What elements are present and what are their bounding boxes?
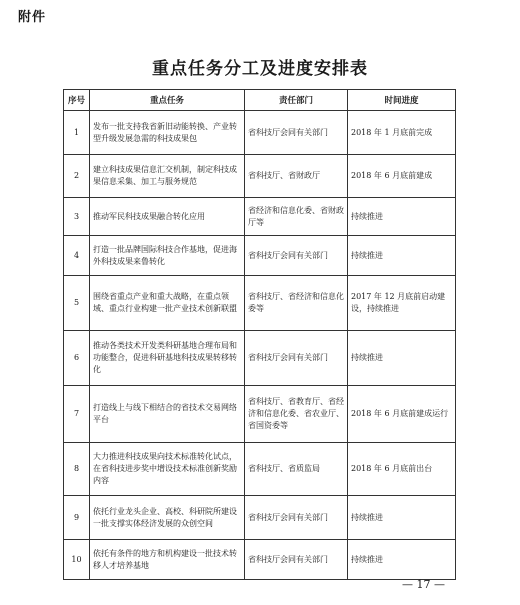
dept-cell: 省科技厅会同有关部门 xyxy=(245,540,348,580)
table-row xyxy=(64,496,456,540)
column-header-dept: 责任部门 xyxy=(245,90,348,111)
schedule-cell: 2018 年 6 月底前出台 xyxy=(348,443,456,496)
table-row xyxy=(64,540,456,580)
dept-cell: 省科技厅会同有关部门 xyxy=(245,111,348,155)
task-cell: 推动各类技术开发类科研基地合理布局和功能整合，促进科研基地科技成果转移转化 xyxy=(90,331,245,386)
dept-cell: 省经济和信息化委、省财政厅等 xyxy=(245,198,348,236)
table-row xyxy=(64,198,456,236)
row-number: 1 xyxy=(64,111,90,155)
row-number: 5 xyxy=(64,276,90,331)
dept-cell: 省科技厅会同有关部门 xyxy=(245,331,348,386)
task-cell: 依托行业龙头企业、高校、科研院所建设一批支撑实体经济发展的众创空间 xyxy=(90,496,245,540)
task-cell: 推动军民科技成果融合转化应用 xyxy=(90,198,245,236)
table-header-row xyxy=(64,90,456,111)
column-header-schedule: 时间进度 xyxy=(348,90,456,111)
task-cell: 打造线上与线下相结合的省技术交易网络平台 xyxy=(90,386,245,443)
table-row xyxy=(64,155,456,198)
row-number: 3 xyxy=(64,198,90,236)
schedule-cell: 持续推进 xyxy=(348,331,456,386)
column-header-no: 序号 xyxy=(64,90,90,111)
table-row xyxy=(64,386,456,443)
task-cell: 大力推进科技成果向技术标准转化试点，在省科技进步奖中增设技术标准创新奖励内容 xyxy=(90,443,245,496)
schedule-cell: 持续推进 xyxy=(348,198,456,236)
schedule-cell: 持续推进 xyxy=(348,540,456,580)
row-number: 7 xyxy=(64,386,90,443)
task-cell: 打造一批品牌国际科技合作基地，促进海外科技成果来鲁转化 xyxy=(90,236,245,276)
schedule-cell: 持续推进 xyxy=(348,496,456,540)
task-cell: 发布一批支持我省新旧动能转换、产业转型升级发展急需的科技成果包 xyxy=(90,111,245,155)
task-table xyxy=(63,89,456,580)
dept-cell: 省科技厅、省教育厅、省经济和信息化委、省农业厅、省国资委等 xyxy=(245,386,348,443)
page-title: 重点任务分工及进度安排表 xyxy=(152,59,368,79)
table-row xyxy=(64,443,456,496)
dept-cell: 省科技厅、省经济和信息化委等 xyxy=(245,276,348,331)
schedule-cell: 持续推进 xyxy=(348,236,456,276)
attachment-label: 附件 xyxy=(18,10,47,25)
dept-cell: 省科技厅、省财政厅 xyxy=(245,155,348,198)
task-cell: 建立科技成果信息汇交机制，制定科技成果信息采集、加工与服务规范 xyxy=(90,155,245,198)
schedule-cell: 2017 年 12 月底前启动建设，持续推进 xyxy=(348,276,456,331)
row-number: 6 xyxy=(64,331,90,386)
page-number: — 17 — xyxy=(402,578,445,591)
table-row xyxy=(64,111,456,155)
dept-cell: 省科技厅、省质监局 xyxy=(245,443,348,496)
dept-cell: 省科技厅会同有关部门 xyxy=(245,496,348,540)
row-number: 2 xyxy=(64,155,90,198)
dept-cell: 省科技厅会同有关部门 xyxy=(245,236,348,276)
schedule-cell: 2018 年 6 月底前建成运行 xyxy=(348,386,456,443)
table-row xyxy=(64,331,456,386)
column-header-task: 重点任务 xyxy=(90,90,245,111)
schedule-cell: 2018 年 6 月底前建成 xyxy=(348,155,456,198)
row-number: 8 xyxy=(64,443,90,496)
table-row xyxy=(64,276,456,331)
row-number: 9 xyxy=(64,496,90,540)
row-number: 4 xyxy=(64,236,90,276)
table-row xyxy=(64,236,456,276)
schedule-cell: 2018 年 1 月底前完成 xyxy=(348,111,456,155)
row-number: 10 xyxy=(64,540,90,580)
task-cell: 围绕省重点产业和重大战略，在重点领域、重点行业构建一批产业技术创新联盟 xyxy=(90,276,245,331)
task-cell: 依托有条件的地方和机构建设一批技术转移人才培养基地 xyxy=(90,540,245,580)
